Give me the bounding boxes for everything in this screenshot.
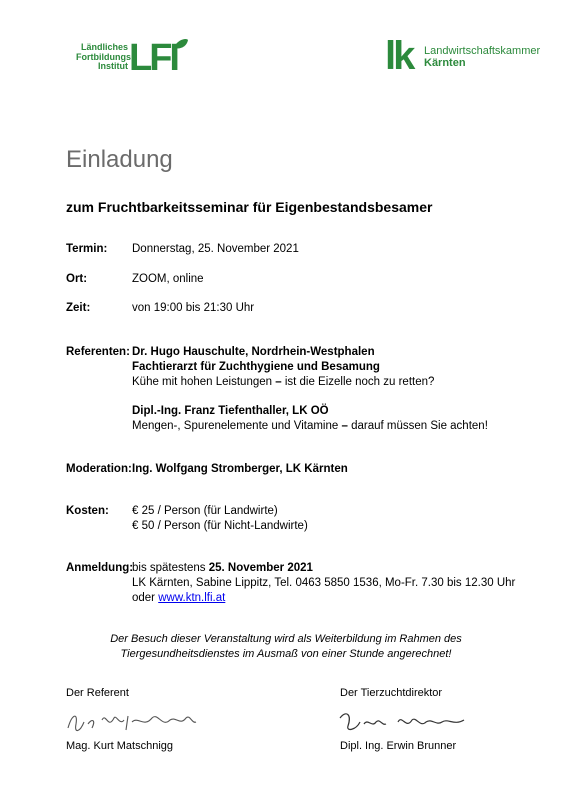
termin-value: Donnerstag, 25. November 2021: [132, 243, 299, 255]
moderation-value: Ing. Wolfgang Stromberger, LK Kärnten: [132, 463, 348, 475]
referent1-title: Fachtierarzt für Zuchthygiene und Besamung: [132, 361, 380, 373]
lfi-text-line3: Institut: [98, 61, 128, 71]
anmeldung-label: Anmeldung:: [66, 562, 134, 574]
anmeldung-line1: bis spätestens 25. November 2021: [132, 562, 313, 574]
anmeldung-line2: LK Kärnten, Sabine Lippitz, Tel. 0463 5850 1536, Mo-Fr. 7.30 bis 12.30 Uhr: [132, 577, 516, 589]
zeit-label: Zeit:: [66, 302, 91, 314]
note-line2: Tiergesundheitsdienstes im Ausmaß von einer Stunde angerechnet!: [120, 648, 452, 660]
director-signature: [336, 704, 476, 736]
kosten-line1: € 25 / Person (für Landwirte): [132, 505, 278, 517]
ort-value: ZOOM, online: [132, 273, 204, 285]
referent-role: Der Referent: [66, 687, 129, 699]
director-name: Dipl. Ing. Erwin Brunner: [340, 740, 457, 752]
credit-note: [66, 632, 506, 662]
lk-logo-icon: [385, 35, 421, 75]
referent-signature: [62, 704, 202, 736]
lfi-text-line1: Ländliches: [80, 42, 128, 52]
referent2-name: Dipl.-Ing. Franz Tiefenthaller, LK OÖ: [132, 405, 329, 417]
ort-label: Ort:: [66, 273, 88, 285]
page-title: Einladung: [66, 146, 173, 173]
referent1-name: Dr. Hugo Hauschulte, Nordrhein-Westphalen: [132, 346, 375, 358]
referent1-topic: Kühe mit hohen Leistungen – ist die Eizelle noch zu retten?: [132, 376, 435, 388]
lfi-logo-icon: [129, 36, 189, 74]
svg-text:LFI: LFI: [129, 37, 177, 74]
kosten-label: Kosten:: [66, 505, 109, 517]
lfi-text-line2: Fortbildungs: [76, 51, 131, 62]
lk-text-line2: Kärnten: [424, 57, 466, 69]
kosten-line2: € 50 / Person (für Nicht-Landwirte): [132, 520, 308, 532]
director-role: Der Tierzuchtdirektor: [340, 687, 443, 699]
termin-label: Termin:: [66, 243, 108, 255]
referenten-label: Referenten:: [66, 346, 130, 358]
lk-text-line1: Landwirtschaftskammer: [424, 45, 541, 57]
zeit-value: von 19:00 bis 21:30 Uhr: [132, 302, 255, 314]
note-line1: Der Besuch dieser Veranstaltung wird als Weiterbildung im Rahmen des: [110, 633, 462, 645]
page-subtitle: zum Fruchtbarkeitsseminar für Eigenbestandsbesamer: [66, 199, 433, 215]
lk-logo-text: [424, 45, 540, 69]
lfi-logo-text: [76, 42, 131, 72]
anmeldung-line3: oder www.ktn.lfi.at: [132, 592, 226, 604]
svg-text:lk: lk: [385, 35, 413, 75]
referent2-topic: Mengen-, Spurenelemente und Vitamine – darauf müssen Sie achten!: [132, 420, 488, 432]
website-link[interactable]: www.ktn.lfi.at: [158, 592, 226, 604]
moderation-label: Moderation:: [66, 463, 132, 475]
referent-name: Mag. Kurt Matschnigg: [66, 740, 173, 752]
